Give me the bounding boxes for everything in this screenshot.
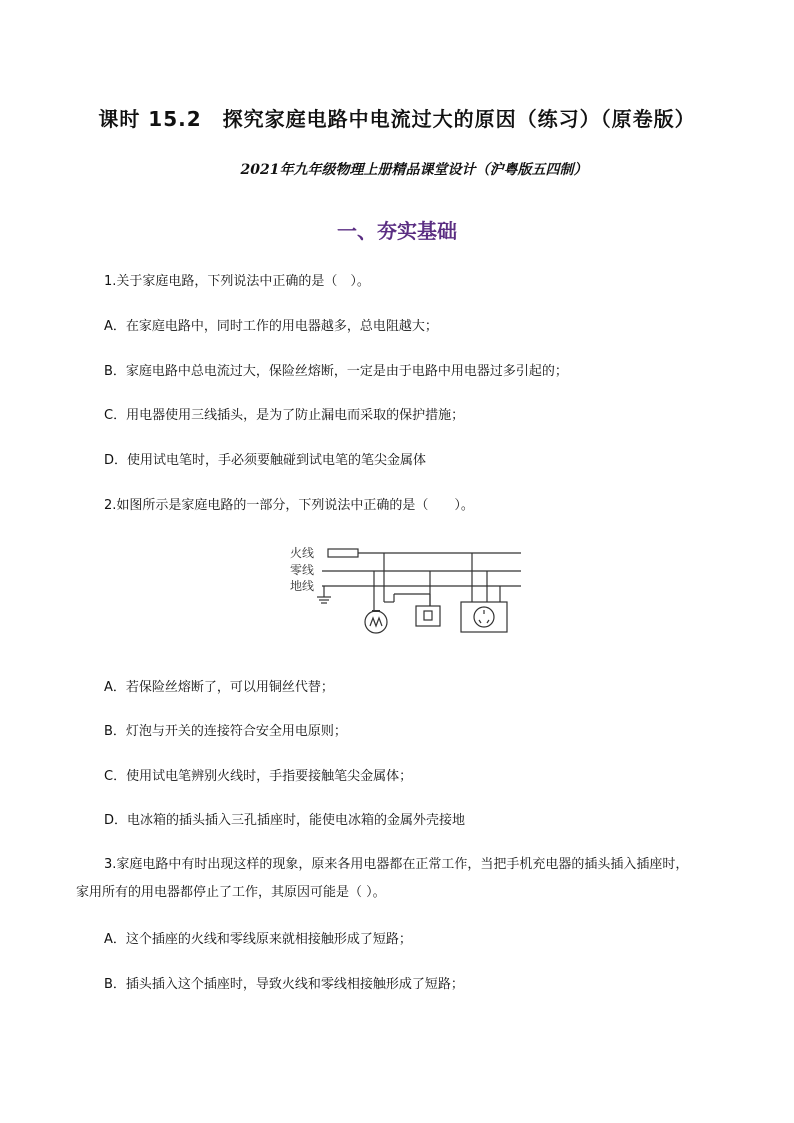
question-1-option-d: D．使用试电笔时，手必须要触碰到试电笔的笔尖金属体 bbox=[104, 453, 427, 468]
question-3-stem-line2: 家用所有的用电器都停止了工作，其原因可能是（ ）。 bbox=[76, 885, 386, 900]
page-subtitle: 2021年九年级物理上册精品课堂设计（沪粤版五四制） bbox=[240, 162, 588, 178]
question-3-option-b: B．插头插入这个插座时，导致火线和零线相接触形成了短路； bbox=[104, 977, 464, 992]
bulb-icon bbox=[365, 611, 387, 633]
question-2-option-b: B．灯泡与开关的连接符合安全用电原则； bbox=[104, 724, 347, 739]
label-neutral: 零线 bbox=[290, 563, 315, 577]
circuit-diagram bbox=[286, 540, 526, 640]
fuse-icon bbox=[328, 549, 358, 557]
question-2-option-d: D．电冰箱的插头插入三孔插座时，能使电冰箱的金属外壳接地 bbox=[104, 813, 466, 828]
question-2-stem: 2.如图所示是家庭电路的一部分，下列说法中正确的是（ ）。 bbox=[104, 498, 474, 513]
question-1-stem: 1.关于家庭电路，下列说法中正确的是（ ）。 bbox=[104, 274, 370, 289]
section-heading: 一、夯实基础 bbox=[337, 219, 457, 243]
page-title: 课时 15.2 探究家庭电路中电流过大的原因（练习）（原卷版） bbox=[98, 107, 696, 131]
question-2-option-a: A．若保险丝熔断了，可以用铜丝代替； bbox=[104, 680, 334, 695]
question-2-option-c: C．使用试电笔辨别火线时，手指要接触笔尖金属体； bbox=[104, 769, 413, 784]
question-1-option-c: C．用电器使用三线插头，是为了防止漏电而采取的保护措施； bbox=[104, 408, 465, 423]
label-live: 火线 bbox=[290, 546, 315, 560]
question-1-option-a: A．在家庭电路中，同时工作的用电器越多，总电阻越大； bbox=[104, 319, 438, 334]
question-3-option-a: A．这个插座的火线和零线原来就相接触形成了短路； bbox=[104, 932, 412, 947]
question-3-stem-line1: 3.家庭电路中有时出现这样的现象，原来各用电器都在正常工作，当把手机充电器的插头插入插座时， bbox=[104, 857, 689, 872]
switch-icon bbox=[416, 606, 440, 626]
label-ground: 地线 bbox=[290, 579, 315, 593]
question-1-option-b: B．家庭电路中总电流过大，保险丝熔断，一定是由于电路中用电器过多引起的； bbox=[104, 364, 568, 379]
